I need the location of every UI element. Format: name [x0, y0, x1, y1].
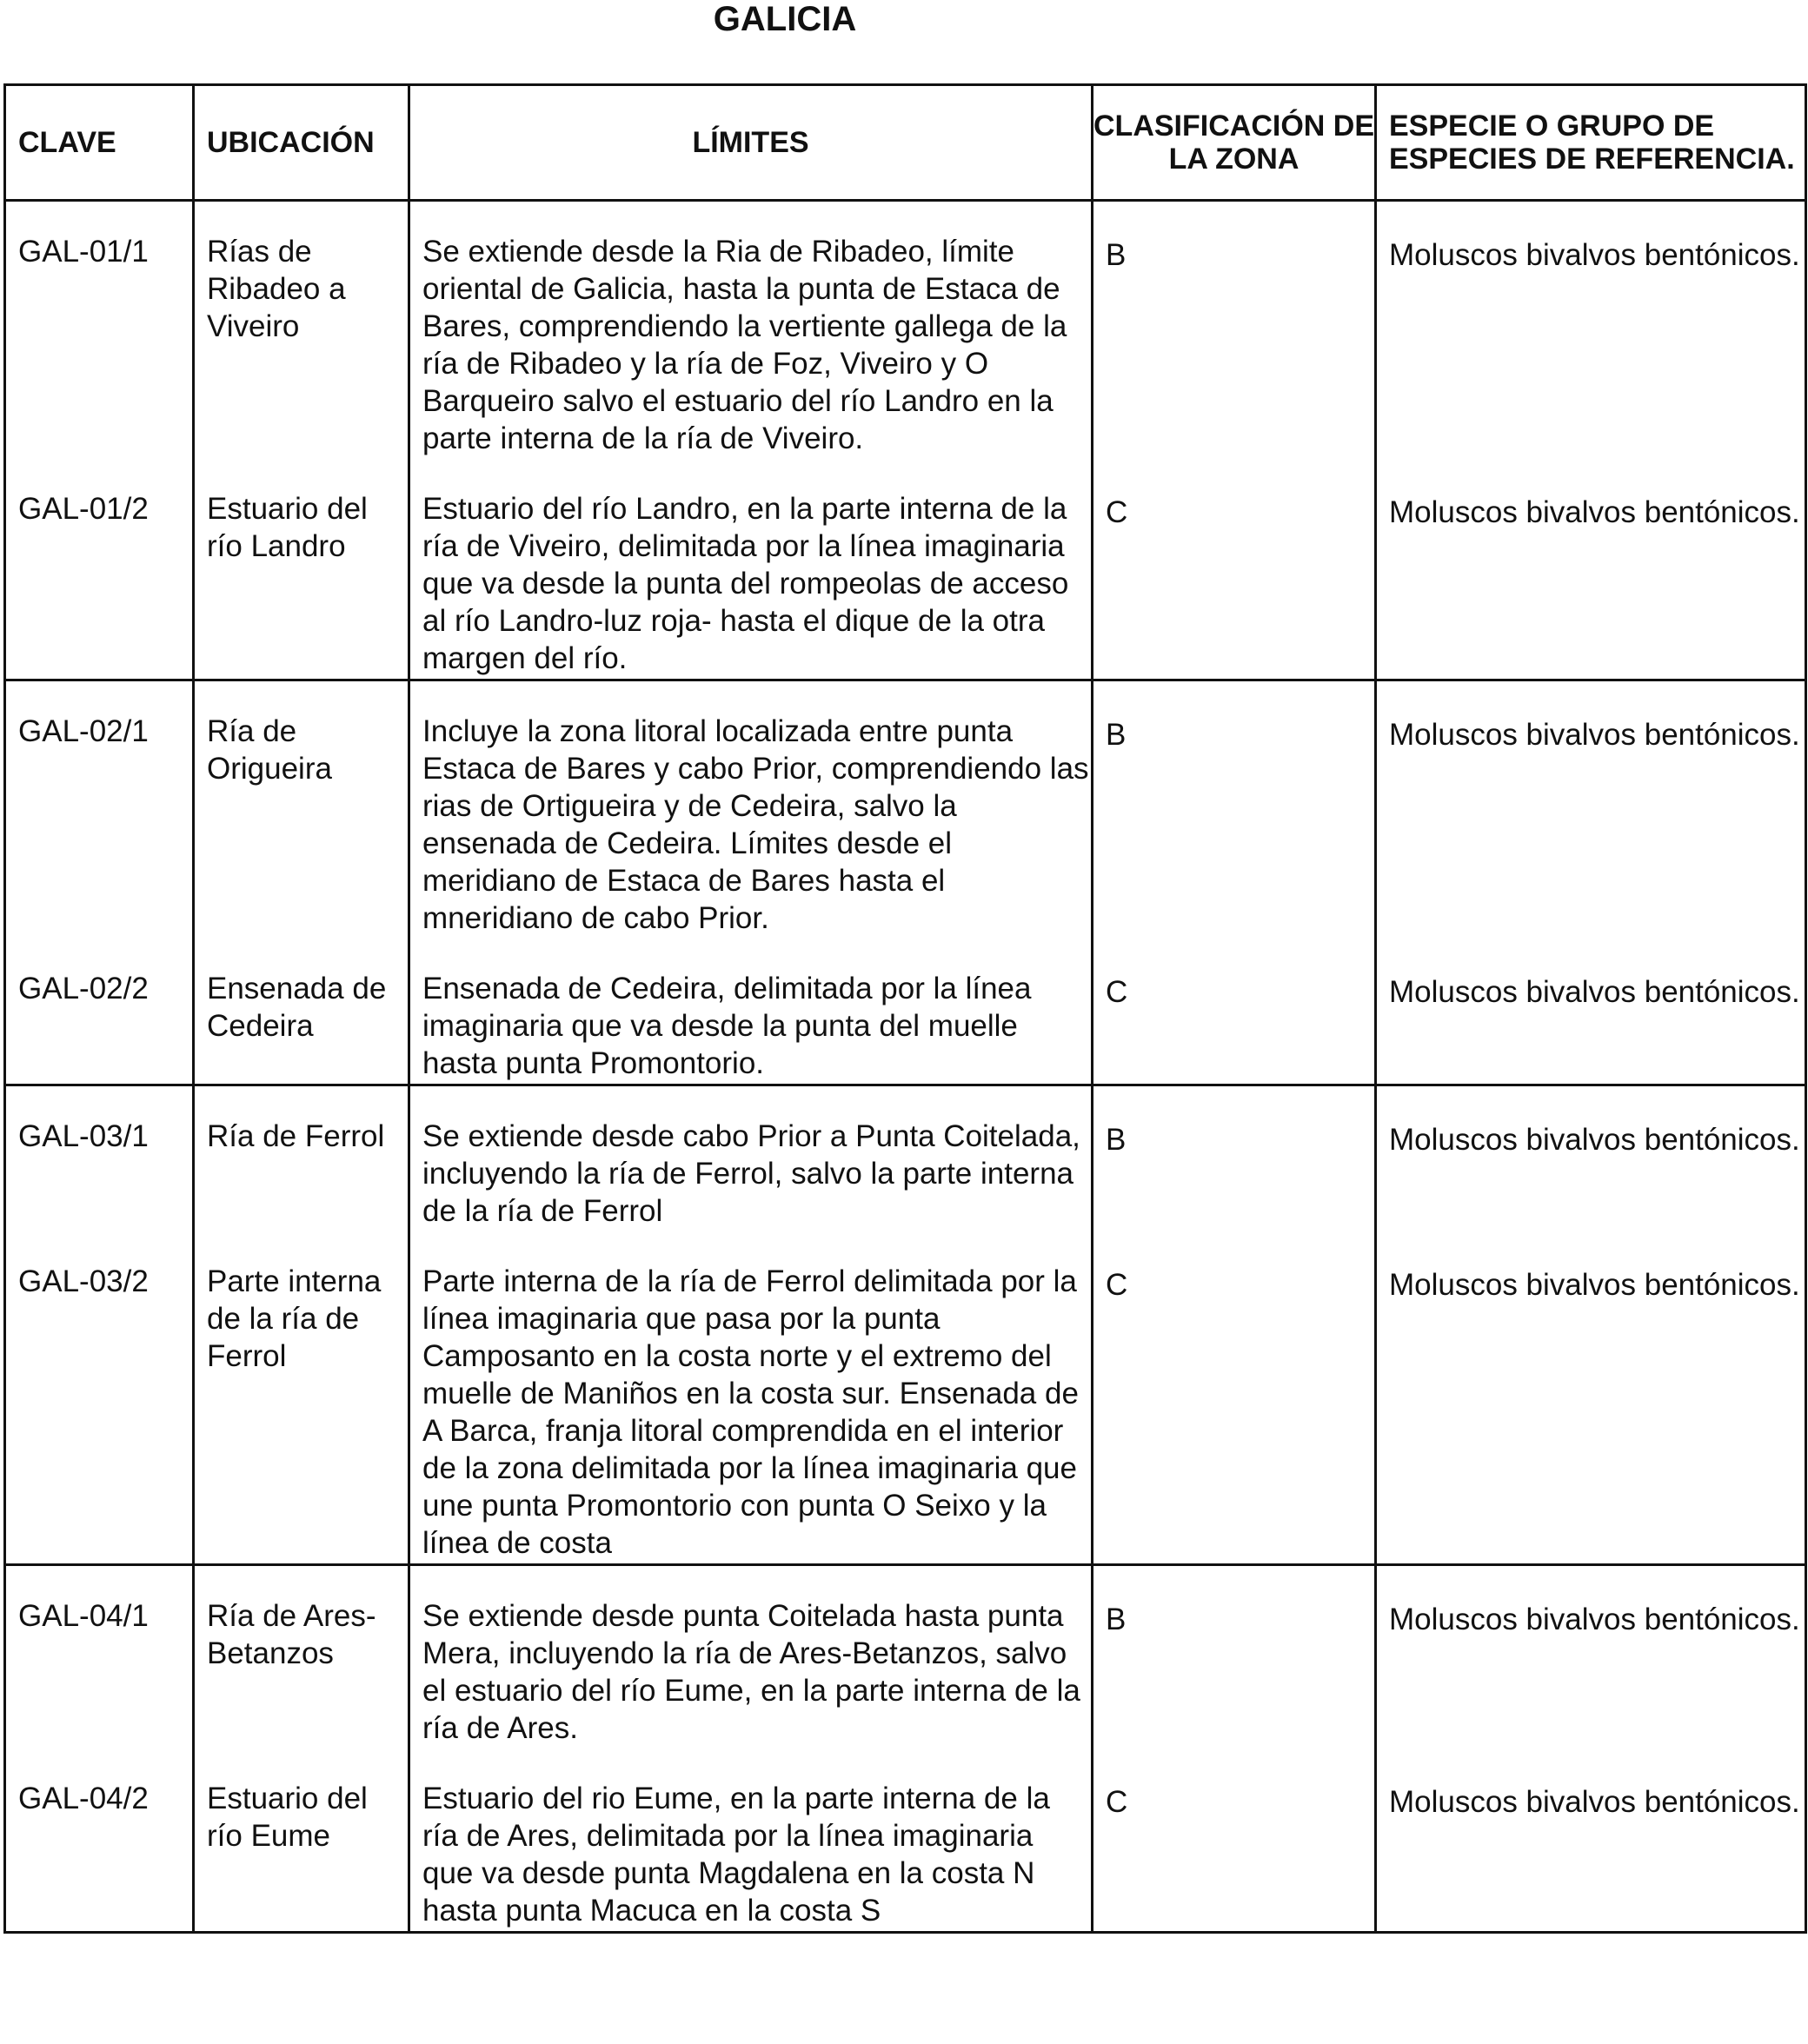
clave-cell: GAL-02/1: [5, 680, 194, 959]
clasificacion-cell: C: [1093, 478, 1376, 680]
page-title: GALICIA: [713, 0, 857, 38]
zone-group-gal-02: [5, 680, 1806, 1085]
especie-cell: Moluscos bivalvos bentónicos.: [1376, 1768, 1806, 1933]
clave-cell: GAL-04/2: [5, 1768, 194, 1933]
header-especie: ESPECIE O GRUPO DE ESPECIES DE REFERENCIA.: [1376, 85, 1806, 201]
table-row: [5, 1251, 1806, 1565]
header-clasificacion: CLASIFICACIÓN DE LA ZONA: [1093, 85, 1376, 201]
ubicacion-cell: Ría de Ares-Betanzos: [194, 1565, 409, 1769]
ubicacion-cell: Rías de Ribadeo a Viveiro: [194, 201, 409, 479]
limites-cell: Incluye la zona litoral localizada entre punta Estaca de Bares y cabo Prior, comprendiendo las rias de Ortigueira y de Cedeira, salvo la ensenada de Cedeira. Límites desde el meridiano de Estaca de Bares hasta el mneridiano de cabo Prior.: [409, 680, 1093, 959]
clasificacion-cell: C: [1093, 1768, 1376, 1933]
header-ubicacion: UBICACIÓN: [194, 85, 409, 201]
clasificacion-cell: C: [1093, 958, 1376, 1085]
zone-group-gal-01: [5, 201, 1806, 680]
table-row: [5, 1085, 1806, 1251]
table-row: [5, 201, 1806, 479]
ubicacion-cell: Ría de Origueira: [194, 680, 409, 959]
ubicacion-cell: Ría de Ferrol: [194, 1085, 409, 1251]
clasificacion-cell: B: [1093, 201, 1376, 479]
clasificacion-cell: B: [1093, 1085, 1376, 1251]
especie-cell: Moluscos bivalvos bentónicos.: [1376, 958, 1806, 1085]
limites-cell: Parte interna de la ría de Ferrol delimitada por la línea imaginaria que pasa por la punta Camposanto en la costa norte y el extremo del muelle de Maniños en la costa sur. Ensenada de A Barca, franja litoral comprendida en el interior de la zona delimitada por la línea imaginaria que une punta Promontorio con punta O Seixo y la línea de costa: [409, 1251, 1093, 1565]
zone-group-gal-04: [5, 1565, 1806, 1933]
table-row: [5, 680, 1806, 959]
header-row: [5, 85, 1806, 201]
table-header: [5, 85, 1806, 201]
limites-cell: Se extiende desde la Ria de Ribadeo, límite oriental de Galicia, hasta la punta de Estaca de Bares, comprendiendo la vertiente gallega de la ría de Ribadeo y la ría de Foz, Viveiro y O Barqueiro salvo el estuario del río Landro en la parte interna de la ría de Viveiro.: [409, 201, 1093, 479]
especie-cell: Moluscos bivalvos bentónicos.: [1376, 1251, 1806, 1565]
table-row: [5, 958, 1806, 1085]
header-clave: CLAVE: [5, 85, 194, 201]
clasificacion-cell: C: [1093, 1251, 1376, 1565]
table-row: [5, 1768, 1806, 1933]
especie-cell: Moluscos bivalvos bentónicos.: [1376, 1085, 1806, 1251]
clasificacion-cell: B: [1093, 1565, 1376, 1769]
clave-cell: GAL-02/2: [5, 958, 194, 1085]
especie-cell: Moluscos bivalvos bentónicos.: [1376, 478, 1806, 680]
table-row: [5, 478, 1806, 680]
limites-cell: Estuario del rio Eume, en la parte interna de la ría de Ares, delimitada por la línea imaginaria que va desde punta Magdalena en la costa N hasta punta Macuca en la costa S: [409, 1768, 1093, 1933]
clave-cell: GAL-03/1: [5, 1085, 194, 1251]
zones-table: [3, 83, 1807, 1934]
limites-cell: Se extiende desde punta Coitelada hasta punta Mera, incluyendo la ría de Ares-Betanzos, salvo el estuario del río Eume, en la parte interna de la ría de Ares.: [409, 1565, 1093, 1769]
ubicacion-cell: Estuario del río Landro: [194, 478, 409, 680]
clave-cell: GAL-04/1: [5, 1565, 194, 1769]
especie-cell: Moluscos bivalvos bentónicos.: [1376, 680, 1806, 959]
clave-cell: GAL-03/2: [5, 1251, 194, 1565]
table-row: [5, 1565, 1806, 1769]
limites-cell: Se extiende desde cabo Prior a Punta Coitelada, incluyendo la ría de Ferrol, salvo la parte interna de la ría de Ferrol: [409, 1085, 1093, 1251]
limites-cell: Ensenada de Cedeira, delimitada por la línea imaginaria que va desde la punta del muelle hasta punta Promontorio.: [409, 958, 1093, 1085]
ubicacion-cell: Ensenada de Cedeira: [194, 958, 409, 1085]
limites-cell: Estuario del río Landro, en la parte interna de la ría de Viveiro, delimitada por la línea imaginaria que va desde la punta del rompeolas de acceso al río Landro-luz roja- hasta el dique de la otra margen del río.: [409, 478, 1093, 680]
clasificacion-cell: B: [1093, 680, 1376, 959]
ubicacion-cell: Parte interna de la ría de Ferrol: [194, 1251, 409, 1565]
zone-group-gal-03: [5, 1085, 1806, 1565]
ubicacion-cell: Estuario del río Eume: [194, 1768, 409, 1933]
clave-cell: GAL-01/1: [5, 201, 194, 479]
clave-cell: GAL-01/2: [5, 478, 194, 680]
header-limites: LÍMITES: [409, 85, 1093, 201]
especie-cell: Moluscos bivalvos bentónicos.: [1376, 1565, 1806, 1769]
especie-cell: Moluscos bivalvos bentónicos.: [1376, 201, 1806, 479]
